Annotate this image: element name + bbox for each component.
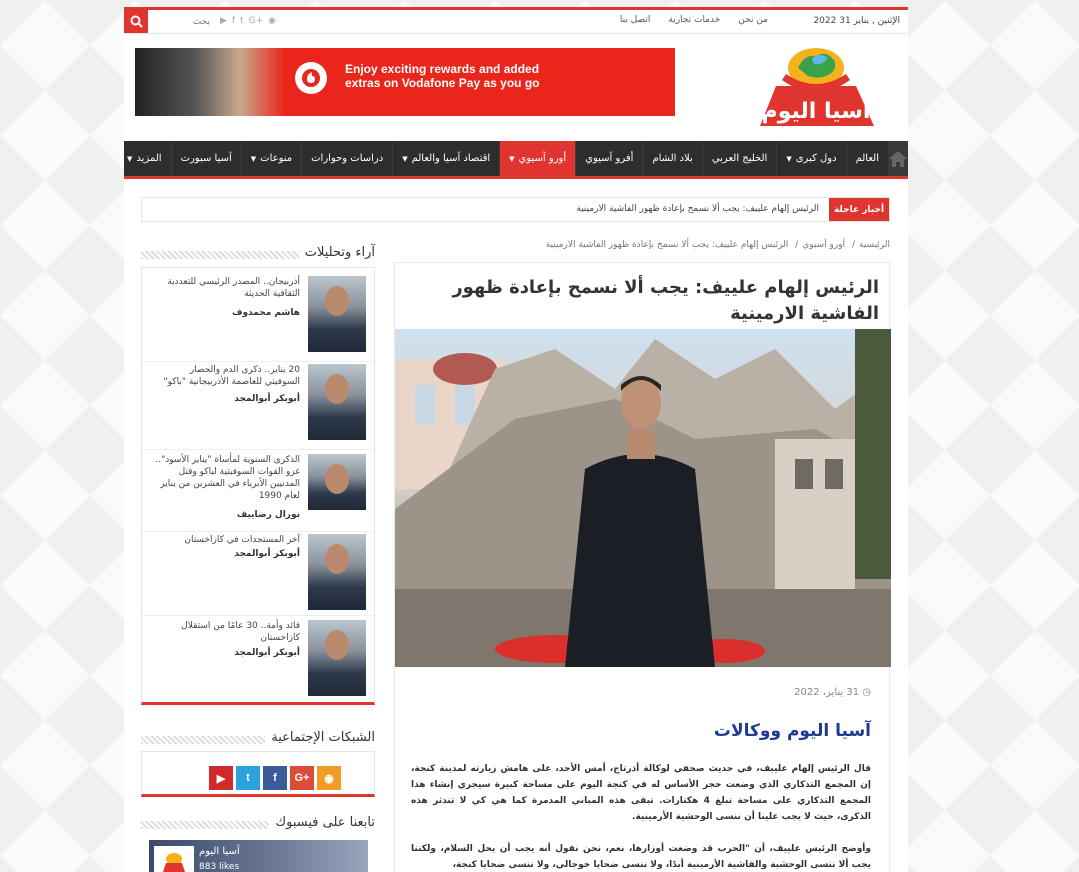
author-photo-face	[325, 464, 349, 494]
breadcrumb-separator: /	[795, 240, 799, 250]
site-logo[interactable]	[746, 38, 892, 132]
author-photo-face	[325, 630, 349, 660]
google-plus-icon[interactable]: G+	[290, 766, 314, 790]
breadcrumb-home[interactable]: الرئيسية	[859, 240, 890, 250]
breadcrumb-separator: /	[851, 240, 855, 250]
search-button[interactable]	[124, 10, 148, 33]
facebook-title-text: تابعنا على فيسبوك	[269, 815, 375, 830]
author-photo-face	[325, 374, 349, 404]
article-date-text: 31 يناير، 2022	[794, 687, 860, 698]
author-photo	[308, 534, 366, 610]
opinion-item[interactable]	[142, 276, 374, 362]
facebook-icon[interactable]: f	[231, 16, 236, 26]
current-date: الإثنين , يناير 31 2022	[813, 16, 900, 26]
nav-item-euro-asian[interactable]	[499, 141, 575, 176]
opinion-author[interactable]: أبوبكر أبوالمجد	[234, 648, 300, 658]
article-source: آسيا اليوم ووكالات	[713, 721, 871, 741]
opinion-author[interactable]: أبوبكر أبوالمجد	[234, 549, 300, 559]
article-paragraph-2: وأوضح الرئيس علييف، أن "الحرب قد وضعت أوزارها، نعم، نحن نقول أنه يجب أن يحل السلام، ولكننا يجب ألا ننسى الوحشية والفاشية الأرمينية أبدًا، ولا ننسى ضحايا خوجالي، ولا ننسى ضحايا كنجة،	[411, 844, 871, 870]
twitter-icon[interactable]: t	[240, 16, 244, 26]
youtube-icon[interactable]: ▶	[220, 16, 227, 26]
opinion-title[interactable]: الذكرى السنوية لمأساة "يناير الأسود".. غزو القوات السوفيتية لباكو وقتل المدنيين الأبرياء في العشرين من يناير لعام 1990	[155, 455, 300, 501]
article-date	[794, 687, 871, 698]
author-photo	[308, 276, 366, 352]
banner-photo	[135, 48, 285, 116]
social-buttons	[209, 766, 341, 790]
social-section-title	[141, 730, 375, 748]
nav-item-more[interactable]	[124, 141, 171, 176]
opinions-box	[141, 267, 375, 705]
nav-label: آسيا سبورت	[180, 153, 232, 164]
home-button[interactable]	[888, 141, 908, 176]
top-link-services[interactable]: خدمات تجارية	[668, 15, 721, 25]
top-social-icons	[220, 16, 276, 26]
banner-text	[345, 62, 540, 90]
opinions-title-text: آراء وتحليلات	[299, 245, 375, 260]
article-paragraph-1: قال الرئيس إلهام علييف، في حديث صحفي لوكالة أذرتاج، أمس الأحد، على هامش زيارته لمدينة كنجة، إن المجمع التذكاري الذي وضعت حجر الأساس له في كنجة اليوم على مساحة كبيرة سيجري إنشاء هذا المجمع التذكاري على مساحة تبلغ 4 هكتارات. تبقى هذه المباني المدمرة كما هي كي لا تندثر هذه الذكرى، حيث لا يجب علينا أن ننسى الوحشية الأرمينية.	[411, 764, 871, 822]
banner-line-1: Enjoy exciting rewards and added	[345, 62, 540, 76]
chevron-down-icon: ▼	[402, 154, 408, 163]
logo-text: آسيا اليوم	[761, 99, 871, 124]
google-plus-icon[interactable]: G+	[248, 16, 264, 26]
nav-item-world[interactable]	[846, 141, 888, 176]
facebook-icon[interactable]: f	[263, 766, 287, 790]
nav-label: الخليج العربي	[711, 153, 768, 164]
opinion-item[interactable]	[142, 454, 374, 532]
search-icon	[130, 15, 143, 28]
opinions-section-title	[141, 245, 375, 263]
breadcrumb-category[interactable]: أورو آسيوي	[802, 240, 846, 250]
breadcrumb-current: الرئيس إلهام علييف: يجب ألا نسمح بإعادة ظهور الفاشية الارمينية	[545, 240, 789, 250]
author-photo	[308, 364, 366, 440]
nav-item-major-countries[interactable]	[776, 141, 845, 176]
top-link-contact[interactable]: اتصل بنا	[619, 15, 651, 25]
nav-label: أورو آسيوي	[518, 153, 567, 164]
breaking-headline[interactable]: الرئيس إلهام علييف: يجب ألا نسمح بإعادة ظهور الفاشية الارمينية	[576, 204, 819, 214]
article	[394, 262, 890, 872]
opinion-author[interactable]: أبوبكر أبوالمجد	[234, 394, 300, 404]
social-title-text: الشبكات الإجتماعية	[265, 730, 375, 745]
twitter-icon[interactable]: t	[236, 766, 260, 790]
opinion-item[interactable]	[142, 364, 374, 450]
search-input[interactable]	[150, 13, 210, 30]
nav-item-economy[interactable]	[392, 141, 499, 176]
article-hero-image	[395, 329, 891, 667]
nav-item-misc[interactable]	[241, 141, 301, 176]
chevron-down-icon: ▼	[127, 154, 133, 163]
author-photo	[308, 620, 366, 696]
nav-label: بلاد الشام	[652, 153, 693, 164]
nav-label: اقتصاد آسيا والعالم	[411, 153, 491, 164]
chevron-down-icon: ▼	[250, 154, 257, 163]
nav-label: منوعات	[260, 153, 293, 164]
nav-label: أفرو آسيوي	[585, 153, 634, 164]
top-links	[620, 15, 768, 25]
author-photo-face	[325, 544, 349, 574]
opinion-title[interactable]: آخر المستجدات في كازاخستان	[184, 535, 300, 545]
opinion-title[interactable]: أذربيجان.. المصدر الرئيسي للتعددية الثقافية الحديثة	[167, 277, 300, 299]
nav-label: العالم	[855, 153, 879, 164]
opinion-title[interactable]: قائد وأمة.. 30 عامًا من استقلال كازاخستان	[181, 621, 300, 643]
chevron-down-icon: ▼	[509, 154, 515, 163]
main-nav	[124, 141, 908, 179]
facebook-section-title	[141, 815, 375, 833]
article-title: الرئيس إلهام علييف: يجب ألا نسمح بإعادة ظهور الفاشية الارمينية	[452, 277, 879, 324]
opinion-author[interactable]: نورال رضاييف	[236, 510, 300, 520]
nav-item-studies[interactable]	[301, 141, 392, 176]
opinion-item[interactable]	[142, 620, 374, 700]
youtube-icon[interactable]: ▶	[209, 766, 233, 790]
top-bar	[124, 10, 908, 34]
facebook-page-widget[interactable]	[149, 840, 368, 872]
facebook-page-logo	[154, 846, 194, 872]
author-photo-face	[325, 286, 349, 316]
nav-item-sport[interactable]	[171, 141, 241, 176]
top-link-about[interactable]: من نحن	[738, 15, 768, 25]
breaking-label: أخبار عاجلة	[829, 198, 889, 221]
nav-item-afro-asian[interactable]	[575, 141, 642, 176]
home-icon	[888, 150, 908, 168]
banner-line-2: extras on Vodafone Pay as you go	[345, 76, 540, 90]
page	[124, 7, 908, 872]
social-box	[141, 751, 375, 797]
vodafone-banner-ad[interactable]	[135, 48, 675, 116]
rss-icon[interactable]: ◉	[317, 766, 341, 790]
vodafone-logo-icon	[295, 62, 327, 94]
breadcrumb	[542, 240, 890, 250]
clock-icon: ◷	[862, 687, 871, 698]
breaking-news-bar	[141, 197, 890, 222]
chevron-down-icon: ▼	[786, 154, 792, 163]
nav-label: المزيد	[136, 153, 162, 164]
opinion-item[interactable]	[142, 534, 374, 616]
facebook-page-name: آسيا اليوم	[199, 846, 240, 857]
nav-item-gulf[interactable]	[702, 141, 777, 176]
opinion-author[interactable]: هاشم محمدوف	[231, 308, 300, 318]
nav-item-levant[interactable]	[642, 141, 701, 176]
rss-icon[interactable]: ◉	[268, 16, 276, 26]
nav-label: دول كبرى	[795, 153, 837, 164]
opinion-title[interactable]: 20 يناير.. ذكرى الدم والحصار السوفيتي للعاصمة الأذربيجانية "باكو"	[163, 365, 300, 387]
author-photo	[308, 454, 366, 510]
nav-label: دراسات وحوارات	[311, 153, 384, 164]
facebook-likes: 883 likes	[199, 862, 240, 872]
